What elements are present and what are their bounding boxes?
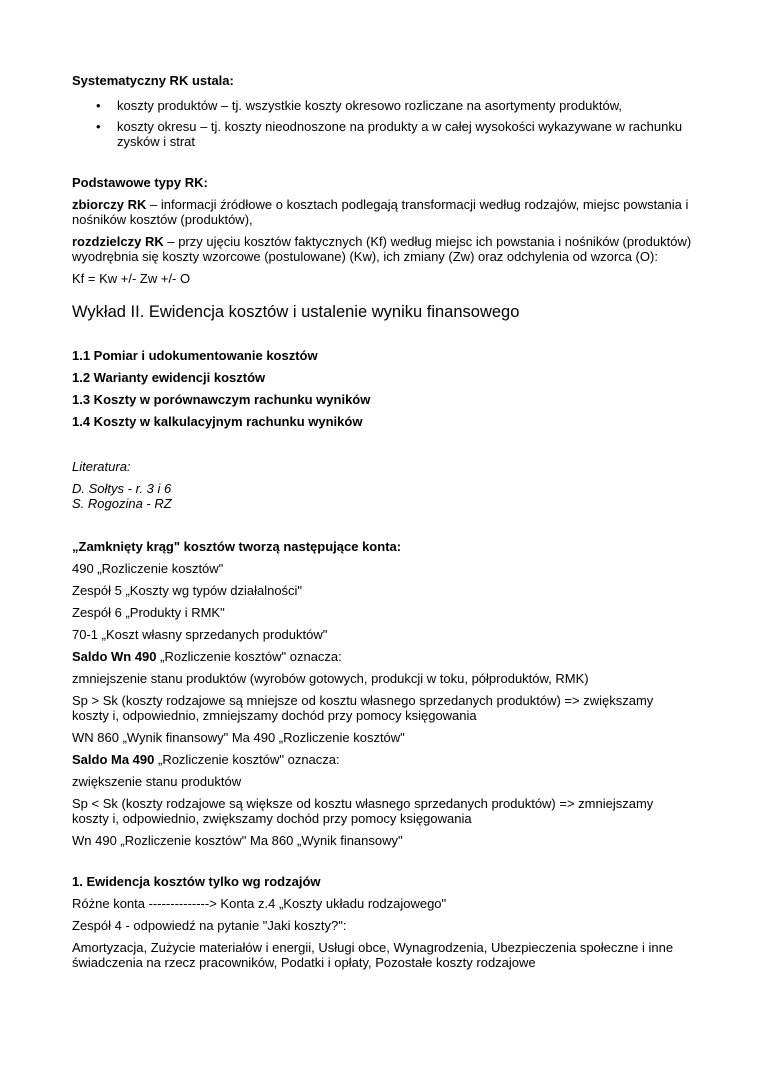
ma-rule: Sp < Sk (koszty rodzajowe są większe od kosztu własnego sprzedanych produktów) => zmniejszamy koszty i, odpowiednio, zwiększamy dochód przy pomocy księgowania <box>72 796 654 826</box>
systematic-rk-list <box>72 98 692 149</box>
systematic-rk-heading: Systematyczny RK ustala: <box>72 73 234 88</box>
literature-label: Literatura: <box>72 459 131 474</box>
saldo-ma-text: „Rozliczenie kosztów" oznacza: <box>154 752 340 767</box>
rozdzielczy-term: rozdzielczy RK <box>72 234 164 249</box>
zbiorczy-paragraph <box>72 197 692 227</box>
literature-line: D. Sołtys - r. 3 i 6 <box>72 481 172 496</box>
bullet-icon: • <box>96 119 101 134</box>
section-item: 1.3 Koszty w porównawczym rachunku wyników <box>72 392 371 407</box>
rozdzielczy-text: – przy ujęciu kosztów faktycznych (Kf) według miejsc ich powstania i nośników (produktów) wyodrębnia się koszty wzorcowe (postulowane) (Kw), ich zmiany (Zw) oraz odchylenia od wzorca (O): <box>72 234 692 264</box>
evidence-heading: 1. Ewidencja kosztów tylko wg rodzajów <box>72 874 321 889</box>
section-item: 1.4 Koszty w kalkulacyjnym rachunku wyników <box>72 414 363 429</box>
saldo-ma-term: Saldo Ma 490 <box>72 752 155 767</box>
wn-description: zmniejszenie stanu produktów (wyrobów gotowych, produkcji w toku, półproduktów, RMK) <box>72 671 589 686</box>
list-item <box>72 98 692 113</box>
saldo-ma-line <box>72 752 692 767</box>
saldo-wn-text: „Rozliczenie kosztów" oznacza: <box>156 649 342 664</box>
list-item-text: koszty okresu – tj. koszty nieodnoszone na produkty a w całej wysokości wykazywane w rachunku zysków i strat <box>117 119 683 149</box>
closed-circle-heading: „Zamknięty krąg" kosztów tworzą następujące konta: <box>72 539 402 554</box>
rozdzielczy-paragraph <box>72 234 692 264</box>
evidence-line: Amortyzacja, Zużycie materiałów i energii, Usługi obce, Wynagrodzenia, Ubezpieczenia społeczne i inne świadczenia na rzecz pracowników, Podatki i opłaty, Pozostałe koszty rodzajowe <box>72 940 674 970</box>
ma-description: zwiększenie stanu produktów <box>72 774 242 789</box>
wn-entry: WN 860 „Wynik finansowy" Ma 490 „Rozliczenie kosztów" <box>72 730 405 745</box>
zbiorczy-text: – informacji źródłowe o kosztach podlegają transformacji według rodzajów, miejsc powstania i nośników kosztów (produktów), <box>72 197 689 227</box>
bullet-icon: • <box>96 98 101 113</box>
list-item-text: koszty produktów – tj. wszystkie koszty okresowo rozliczane na asortymenty produktów, <box>117 98 623 113</box>
literature-line: S. Rogozina - RZ <box>72 496 172 511</box>
ma-entry: Wn 490 „Rozliczenie kosztów" Ma 860 „Wynik finansowy" <box>72 833 403 848</box>
saldo-wn-term: Saldo Wn 490 <box>72 649 157 664</box>
rk-types-heading: Podstawowe typy RK: <box>72 175 208 190</box>
document-page <box>72 70 692 970</box>
account-line: 70-1 „Koszt własny sprzedanych produktów" <box>72 627 328 642</box>
zbiorczy-term: zbiorczy RK <box>72 197 147 212</box>
list-item <box>72 119 692 149</box>
section-item: 1.1 Pomiar i udokumentowanie kosztów <box>72 348 318 363</box>
section-item: 1.2 Warianty ewidencji kosztów <box>72 370 266 385</box>
account-line: Zespół 6 „Produkty i RMK" <box>72 605 225 620</box>
formula: Kf = Kw +/- Zw +/- O <box>72 271 191 286</box>
evidence-line: Różne konta --------------> Konta z.4 „Koszty układu rodzajowego" <box>72 896 447 911</box>
evidence-line: Zespół 4 - odpowiedź na pytanie "Jaki koszty?": <box>72 918 347 933</box>
account-line: 490 „Rozliczenie kosztów" <box>72 561 224 576</box>
lecture-title: Wykład II. Ewidencja kosztów i ustalenie wyniku finansowego <box>72 303 520 321</box>
wn-rule: Sp > Sk (koszty rodzajowe są mniejsze od kosztu własnego sprzedanych produktów) => zwiększamy koszty i, odpowiednio, zmniejszamy dochód przy pomocy księgowania <box>72 693 654 723</box>
saldo-wn-line <box>72 649 692 664</box>
account-line: Zespół 5 „Koszty wg typów działalności" <box>72 583 303 598</box>
